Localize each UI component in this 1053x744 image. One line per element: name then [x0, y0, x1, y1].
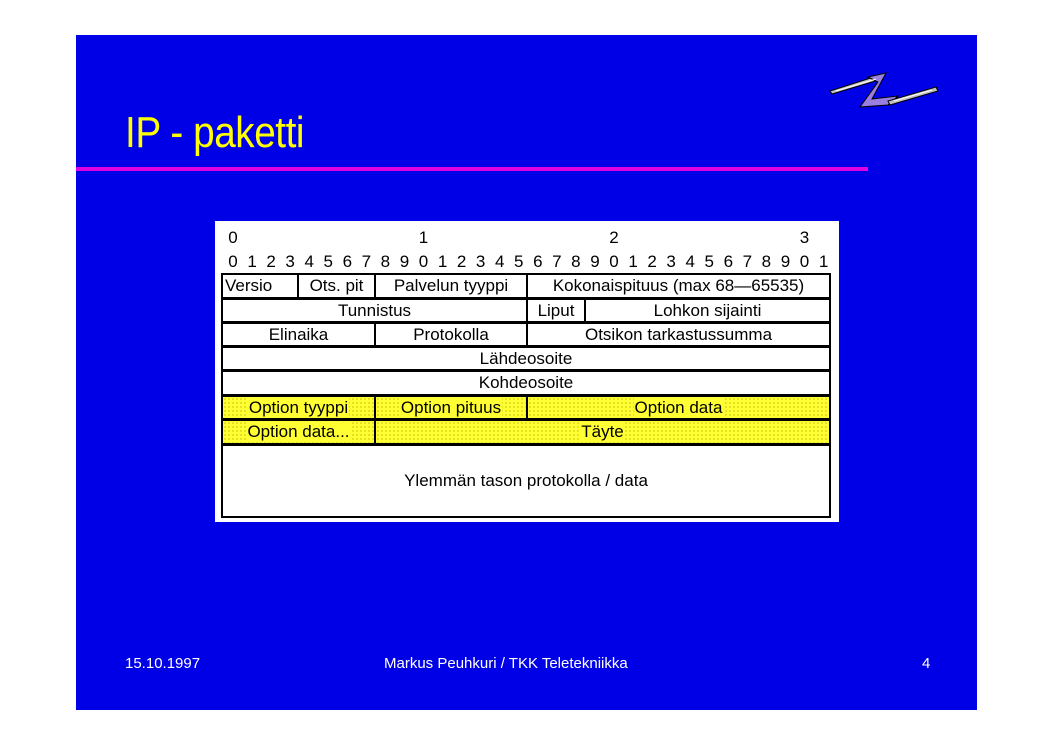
bit-number: 9	[590, 252, 600, 271]
bit-number: 1	[247, 252, 257, 271]
field-option-tyyppi	[223, 397, 376, 421]
bit-number: 9	[399, 252, 410, 271]
field-lahdeosoite: Lähdeosoite	[223, 348, 829, 372]
field-versio: Versio	[223, 275, 299, 300]
bit-group-label: 0	[228, 228, 238, 247]
bit-number: 7	[552, 252, 562, 271]
bit-number: 2	[647, 252, 657, 271]
bit-group-label: 1	[418, 228, 429, 247]
bit-number: 4	[685, 252, 695, 271]
field-ots-pit: Ots. pit	[299, 275, 376, 300]
bit-number: 0	[418, 252, 429, 271]
field-tayte	[376, 421, 829, 446]
field-option-data-label: Option data	[634, 398, 723, 417]
field-option-pituus	[376, 397, 528, 421]
title-underline	[76, 167, 868, 171]
bit-number: 9	[780, 252, 791, 271]
bit-number: 2	[266, 252, 276, 271]
field-option-data-cont	[223, 421, 376, 446]
field-option-tyyppi-label: Option tyyppi	[248, 398, 349, 417]
field-lohkon-sijainti: Lohkon sijainti	[586, 300, 829, 324]
bit-number: 4	[494, 252, 505, 271]
slide-title: IP - paketti	[125, 108, 305, 157]
bit-number: 3	[475, 252, 486, 271]
bit-number: 0	[609, 252, 619, 271]
header-field-grid	[221, 273, 831, 518]
logo-icon	[828, 65, 940, 111]
field-elinaika: Elinaika	[223, 324, 376, 348]
bit-number: 0	[228, 252, 238, 271]
field-protokolla: Protokolla	[376, 324, 528, 348]
field-palvelun-tyyppi: Palvelun tyyppi	[376, 275, 528, 300]
field-otsikon-tarkastussumma: Otsikon tarkastussumma	[528, 324, 829, 348]
bit-group-label: 2	[609, 228, 619, 247]
footer-author: Markus Peuhkuri / TKK Teletekniikka	[384, 655, 628, 672]
bit-number: 3	[666, 252, 676, 271]
bit-number: 5	[514, 252, 524, 271]
bit-number: 6	[533, 252, 543, 271]
bit-number: 3	[285, 252, 295, 271]
field-option-pituus-label: Option pituus	[400, 398, 502, 417]
ip-packet-diagram	[215, 221, 839, 522]
field-kokonaispituus: Kokonaispituus (max 68—65535)	[528, 275, 829, 300]
bit-number: 8	[571, 252, 581, 271]
bit-group-row	[215, 228, 839, 250]
field-option-data	[528, 397, 829, 421]
field-tunnistus: Tunnistus	[223, 300, 528, 324]
bit-number-row	[215, 252, 839, 274]
bit-number: 4	[304, 252, 314, 271]
bit-group-label: 3	[799, 228, 810, 247]
bit-number: 6	[342, 252, 353, 271]
field-liput: Liput	[528, 300, 586, 324]
bit-number: 1	[818, 252, 829, 271]
bit-number: 8	[380, 252, 391, 271]
bit-number: 7	[361, 252, 372, 271]
field-option-data-cont-label: Option data...	[247, 422, 350, 441]
bit-number: 6	[723, 252, 734, 271]
bit-number: 2	[456, 252, 467, 271]
bit-number: 1	[628, 252, 638, 271]
bit-number: 5	[704, 252, 714, 271]
bit-number: 7	[742, 252, 753, 271]
bit-number: 1	[437, 252, 448, 271]
slide	[76, 35, 977, 710]
bit-number: 5	[323, 252, 333, 271]
field-tayte-label: Täyte	[581, 422, 624, 441]
bit-number: 8	[761, 252, 772, 271]
footer-page-number: 4	[922, 655, 931, 672]
field-kohdeosoite: Kohdeosoite	[223, 372, 829, 397]
bit-number: 0	[799, 252, 810, 271]
footer-date: 15.10.1997	[125, 655, 201, 672]
field-payload: Ylemmän tason protokolla / data	[404, 471, 648, 490]
